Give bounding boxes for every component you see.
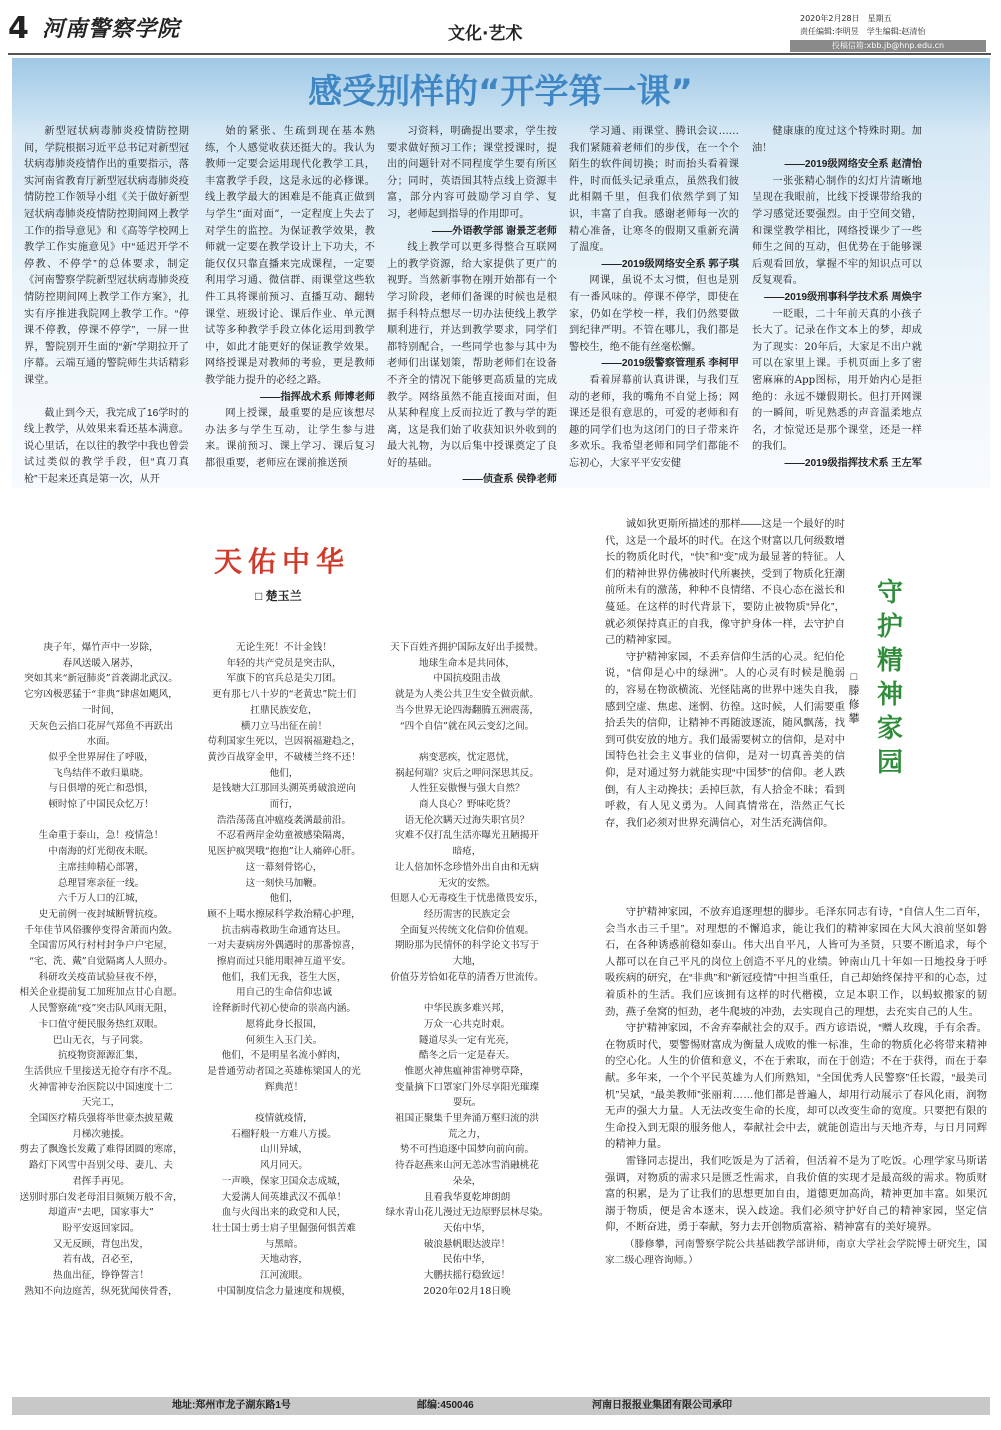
poem-line: 这一刻快马加鞭。 — [245, 877, 323, 889]
poem-line: 待吞赵燕来山河无恙冰雪消融桃花 — [395, 1160, 539, 1172]
top-article-column-2 — [205, 124, 375, 472]
poem-line: 突如其来“新冠肺炎”首袭湖北武汉。 — [24, 673, 178, 685]
poem-line: 天灰色云掐口花屏气郑鱼不再跃出 — [29, 720, 173, 732]
poem-line: 横刀立马出征在前！ — [240, 720, 328, 732]
poem-line: 万众一心共克时艰。 — [423, 1018, 511, 1030]
footer-postcode: 邮编:450046 — [417, 1400, 474, 1411]
byline: ——2019级警察管理系 李柯甲 — [601, 358, 739, 370]
poem-line: 中南海的灯光彻夜未眠。 — [48, 846, 154, 858]
poem-line: 总理冒寒亲征一线。 — [57, 877, 145, 889]
poem-line: 天地动容， — [260, 1254, 308, 1266]
poem-line: 黄沙百战穿金甲，不破楼兰终不还！ — [207, 751, 361, 763]
poem-line: 熟知不向边庭苦，纵死犹闻侠骨香， — [24, 1285, 178, 1297]
poem-line: 扛鼎民族安危， — [250, 704, 318, 716]
poem-line: 地球生命本是共同体， — [419, 657, 515, 669]
top-article-headline: 感受别样的“开学第一课” — [308, 72, 693, 112]
poem-line: 民佑中华， — [443, 1254, 491, 1266]
poem-line: 月梯次驰援。 — [72, 1128, 130, 1140]
poem-line: 天完工， — [81, 1097, 121, 1109]
paragraph: 截止到今天，我完成了16学时的线上教学，从效果来看还基本满意。说心里话，在以往的教学中我也曾尝试过类似的教学手段，但“真刀真枪”干起来还真是第一次，从开 — [24, 407, 189, 485]
poem-line: 热血出征，铮铮誓言！ — [53, 1270, 149, 1282]
poem-line: 愿将此身长报国， — [245, 1018, 323, 1030]
poem-line: 见医护疯哭哦“抱抱”让人痛碎心肝。 — [207, 846, 361, 858]
poem-line: 就是为人类公共卫生安全做贡献。 — [395, 689, 539, 701]
paragraph: 守护精神家园，不舍弃奉献社会的双手。西方谚语说，“赠人玫瑰，手有余香。在物质时代，要警惕财富成为衡量人成败的惟一标准，生命的物质化必将带来精神的空心化。人生的价值和意义，不在于索取，而在于创造；不在于获得，而在于奉献。多年来，一个个平民英雄为人们所熟知，“全国优秀人民警察”任长霞，“最美司机”吴斌，“最美教师”张丽莉……他们都是普遍人，却用行动展示了春风化雨，润物无声的强大力量。人无法改变生命的长度，却可以改变生命的宽度。只要把有限的生命投入到无限的服务他人，奉献社会中去，就能创造出与天地齐寿，与日月同辉的精神力量。 — [605, 1023, 987, 1151]
poem-line: 血与火闯出来的政党和人民， — [221, 1207, 347, 1219]
byline: ——2019级指挥技术系 王左军 — [784, 457, 922, 469]
poem-line: 变量摘下口罩家门外尽享阳光璀璨 — [395, 1081, 539, 1093]
poem-line: 又无反顾，背包出发， — [53, 1238, 149, 1250]
poem-line: 是普通劳动者国之英雄栋梁国人的光 — [207, 1065, 361, 1077]
poem-line: 用自己的生命信仰忠诚 — [236, 987, 332, 999]
poem-line: 巴山无衣，与子同裳。 — [53, 1034, 149, 1046]
top-article-column-4 — [569, 124, 739, 472]
poem-line: 期盼那为民情怀的科学论文书写于 — [395, 940, 539, 952]
poem-line: 诠释新时代初心使命的崇高内涵。 — [212, 1003, 356, 1015]
essay-title: 守 护 精 神 家 园 — [876, 577, 903, 777]
poem-line: 但愿人心无毒疫生于忧患徵畏安乐， — [390, 893, 544, 905]
poem-line: 2020年02月18日晚 — [423, 1285, 511, 1297]
poem-line: “四个自信”就在风云变幻之间。 — [399, 720, 535, 732]
poem-line: 更有那七八十岁的“老黄忠”院士们 — [211, 689, 357, 701]
poem-line: 水面。 — [86, 736, 116, 748]
paragraph: 雷锋同志提出，我们吃饭是为了活着，但活着不是为了吃饭。心理学家马斯诺强调，对物质的需求只是匮乏性需求，自我价值的实现才是最高级的需求。物质财富的积累，是为了让我们的思想更加自由，道德更加高尚，精神更加丰富。如果沉溺于物质，便是舍本逐末，误入歧途。我们必须守护好自己的精神家园，坚定信仰，不断奋进，勇于奉献，努力去开创物质富裕、精神富有的美好境界。 — [605, 1155, 987, 1234]
paragraph: 始的紧张、生疏到现在基本熟练，个人感觉收获还挺大的。我认为教师一定要会运用现代化教学工具，丰富教学手段，这是永远的必修课。线上教学最大的困难是不能真正做到与学生“面对面”，一定程度上失去了对学生的监控。为保证教学效果，教师就一定要在教学设计上下功夫，不能仅仅只靠直播来完成课程，一定要利用学习通、微信群、雨课堂这些软件工具将课前预习、直播互动、翻转课堂、班级讨论、课后作业、单元测试等多种教学手段立体化运用到教学中，如此才能更好的保证教学效果。网络授课是对教师的考验，更是教师教学能力提升的必经之路。 — [205, 126, 375, 386]
poem-line: 剪去了飘逸长发戴了难得团圆的寒席， — [19, 1144, 183, 1156]
byline: ——2019级网络安全系 郭子琪 — [601, 258, 739, 270]
page-number: 4 — [8, 11, 29, 46]
poem-line: 似乎全世界屏住了呼吸， — [48, 751, 154, 763]
poem-line: 若有战，召必至， — [62, 1254, 140, 1266]
poem-line: 苟利国家生死以，岂因祸福避趋之， — [207, 736, 361, 748]
poem-line: 与日俱增的死亡和恐惧， — [48, 783, 154, 795]
poem-line: 年轻的共产党员是突击队， — [226, 657, 342, 669]
paragraph: 看着屏幕前认真讲课，与我们互动的老师，我的嘴角不自觉上扬；网课还是很有意思的，可爱的老师和有趣的同学们也为这闭门的日子带来许多欢乐。我希望老师和同学们都能不忘初心，大家平平安安健 — [569, 374, 739, 469]
poem-line: 不忍看两岸金幼童被感染隔离， — [216, 830, 352, 842]
poem-line: 风月同天。 — [260, 1160, 308, 1172]
poem-line: 盼平安返回家园。 — [62, 1223, 140, 1234]
paragraph: 网课，虽说不太习惯，但也是别有一番风味的。停课不停学，即使在家，仍如在学校一样，我们仍然要做到纪律严明。不管在哪儿，我们都是警校生，绝不能有丝毫松懈。 — [569, 275, 739, 353]
poem-line: 中国抗疫阻击战 — [433, 673, 501, 685]
poem-line: 灾难不仅打乱生活亦曝光丑陋揭开 — [395, 830, 539, 842]
poem-line: 无论生死！不计金钱！ — [236, 642, 332, 653]
poem-line: 主席挂帅精心部署， — [57, 861, 145, 873]
poem-line: 他们，我们无我，苍生大医， — [221, 971, 347, 983]
poem-line: 无灾的安然。 — [438, 877, 496, 889]
poem-line: 耍玩。 — [452, 1097, 482, 1109]
footer-address: 地址:郑州市龙子湖东路1号 — [172, 1400, 291, 1411]
poem-line: 军旗下的官兵总是尖刀团。 — [226, 673, 342, 685]
poem-line: 与黑暗。 — [264, 1238, 304, 1250]
poem-line: 顿时惊了中国民众忆万！ — [48, 799, 154, 811]
section-title: 文化·艺术 — [448, 24, 523, 44]
poem-line: 而行， — [269, 799, 299, 811]
paragraph: 守护精神家园，不放弃追逐理想的脚步。毛泽东同志有诗，“自信人生二百年，会当水击三千里”。对理想的不懈追求，能让我们的精神家园在大风大浪前坚如磐石，在各种诱惑前稳如泰山。伟大出自平凡，人皆可为圣贤，只要不断追求，每个人都可以在自己平凡的岗位上创造不平凡的业绩。钟南山几十年如一日地投身于呼吸疾病的研究，在“非典”和“新冠疫情”中担当重任，自己却始终保持平和的心态，过着质朴的生活。我们应该拥有这样的时代楷模，立足本职工作，以蚂蚁搬家的韧劲，燕子垒窝的恒劲，老牛爬坡的冲劲，去实现自己的理想，去充实自己的人生。 — [605, 907, 987, 1018]
poem-line: 史无前例一夜封城断臂抗疫。 — [38, 908, 164, 920]
poem-line: 当今世界无论四海翻腾五洲震荡， — [395, 704, 539, 716]
poem-line: 他们，不是明星名流小鲜肉， — [221, 1050, 347, 1062]
top-article-column-3 — [387, 124, 557, 489]
poem-line: 六千万人口的江城， — [57, 893, 145, 905]
poem-line: 擦肩而过只能用眼神互道平安。 — [216, 956, 352, 968]
poem-line: 顾不上噶水擦尿科学救治精心护理， — [207, 908, 361, 920]
top-article-column-1 — [24, 124, 189, 488]
poem-line: 全面复兴传统文化信仰价值观。 — [399, 924, 535, 936]
byline: ——侦查系 侯铮老师 — [462, 474, 557, 486]
byline: ——指挥战术系 师博老师 — [260, 391, 375, 403]
poem-line: 破浪悬帆眼达波岸！ — [423, 1238, 511, 1250]
poem-line: 人性狂妄傲慢与强大自然？ — [409, 783, 525, 795]
poem-line: 天下百姓齐拥护国际友好出手援赞。 — [390, 642, 544, 653]
poem-line: 经历需害的民族定会 — [423, 908, 511, 920]
poem-line: 君挥手再见。 — [72, 1175, 130, 1187]
poem-line: 却道声“去吧，国家事大” — [48, 1207, 154, 1219]
poem-line: 中国制度信念力量速度和规模， — [216, 1285, 352, 1297]
poem-line — [195, 1095, 373, 1111]
poem-title: 天佑中华 — [214, 545, 351, 578]
paragraph: 健康康的度过这个特殊时期。加油！ — [752, 126, 922, 154]
poem-line: 大地， — [452, 956, 482, 968]
byline: ——外语教学部 谢景芝老师 — [431, 225, 557, 237]
paragraph: 网上授课，最重要的是应该想尽办法多与学生互动，让学生参与进来。课前预习、课上学习、课后复习都很重要，老师应在课前推送预 — [205, 408, 375, 469]
paragraph: 线上教学可以更多得整合互联网上的教学资源，给大家提供了更广的视野。当然新事物在刚开始都有一个学习阶段，老师们备课的时候也是根据手科特点想尽一切办法使线上教学顺利进行，并达到教学要求，同学们都特别配合，一些同学也参与其中为老师们出谋划策，帮助老师们在设备不齐全的情况下能够更高质量的完成教学。网络虽然不能直接面对面，但从某种程度上反而拉近了教与学的距离，这是我们始了收获知识外收到的最大礼物，为以后集中授课奠定了良好的基础。 — [387, 242, 557, 469]
poem-line: 千年佳节风俗骤停变得舍萧而内敛。 — [24, 924, 178, 936]
poem-line: 天佑中华， — [443, 1222, 491, 1234]
poem-line: 浩浩荡荡直冲瘟疫袭满最前沿。 — [216, 814, 352, 826]
poem-column-1 — [12, 640, 190, 1300]
poem-line: 江河流眼。 — [260, 1270, 308, 1282]
byline: ——2019级网络安全系 赵清怡 — [784, 159, 922, 171]
poem-line: 路灯下风雪中吾别父母、妻儿、夫 — [29, 1160, 173, 1172]
poem-line: 是钱塘大江那回头溯英勇破浪逆向 — [212, 783, 356, 795]
paragraph: 守护精神家园，不丢弃信仰生活的心灵。纪伯伦说，“信仰是心中的绿洲”。人的心灵有时候是脆弱的，容易在物欲横流、光怪陆离的世界中迷失自我，感到空虚、焦虑、迷惘、彷徨。这时候，人们需要重拾丢失的信仰，让精神不再随波逐流，随风飘荡，找到可供安放的地方。我们最需要树立的信仰，是对中国特色社会主义事业的信仰，是对一切真善美的信仰，是对通过努力就能实现“中国梦”的信仰。老人跌倒，有人主动搀扶；丢掉巨款，有人拾金不昧；看到呼救，有人见义勇为。人间真情常在，浩然正气长存，我们必须对世界充满信心，对生活充满信仰。 — [605, 651, 845, 829]
poem-column-2 — [195, 640, 373, 1300]
poem-line: 卡口值守便民服务热红双眼。 — [38, 1018, 164, 1030]
poem-author: □ 楚玉兰 — [255, 589, 302, 603]
poem-line: 全国医疗精兵强将举世豪杰披星戴 — [29, 1113, 173, 1125]
poem-line: 何须生入玉门关。 — [245, 1034, 323, 1046]
poem-line: 抗疫物资源源汇集， — [57, 1050, 145, 1062]
byline: ——2019级刑事科学技术系 周焕宇 — [764, 291, 922, 303]
poem-line: 庚子年，爆竹声中一岁除， — [43, 642, 159, 653]
paragraph: 一张张精心制作的幻灯片清晰地呈现在我眼前，比线下授课带给我的学习感觉还要强烈。由于空间交错，和课堂教学相比，网络授课少了一些师生之间的互动，但优势在于能够课后观看回放，掌握不牢的知识点可以反复观看。 — [752, 175, 922, 287]
poem-line: 他们， — [269, 893, 299, 905]
poem-line: 生活供应千里接送无抢夺有序不乱。 — [24, 1065, 178, 1077]
paragraph: 学习通、雨课堂、腾讯会议……我们紧随着老师们的步伐，在一个个陌生的软件间切换；时而抬头看着课件，时而低头记录重点，虽然我们彼此相隔千里，但我们依然学到了知识，丰富了自我。感谢老师每一次的精心准备，让寒冬的假期又重新充满了温度。 — [569, 126, 739, 254]
poem-line: “宅、洗、戴”自觉隔离人人照办。 — [28, 956, 174, 968]
poem-line: 绿水青山花儿漫过无边原野层林尽染。 — [385, 1207, 549, 1219]
poem-line: 一声唤，保家卫国众志成城， — [221, 1175, 347, 1187]
editor-line: 责任编辑:李明昱 学生编辑:赵清怡 — [800, 27, 926, 36]
author-note: （滕修攀，河南警察学院公共基础教学部讲师，南京大学社会学院博士研究生，国家二级心理咨询师。） — [605, 1238, 987, 1267]
poem-line: 辉典范！ — [264, 1081, 304, 1093]
poem-line: 势不可挡追逐中国梦向前向前。 — [399, 1144, 535, 1156]
poem-line: 山川异域， — [260, 1144, 308, 1156]
poem-line: 相关企业提前复工加班加点甘心自愿。 — [19, 987, 183, 999]
poem-line: 抗击病毒救助生命通宵达旦。 — [221, 924, 347, 936]
poem-line: 祸起何端？灾后之呷问深思其反。 — [395, 767, 539, 779]
poem-line: 惟愿火神焦瘟神雷神劈草降， — [404, 1065, 530, 1077]
poem-line: 这一幕刻骨铭心， — [245, 861, 323, 873]
header-rule — [8, 53, 991, 55]
poem-line: 中华民族多难兴邦， — [423, 1003, 511, 1015]
footer-printer: 河南日报报业集团有限公司承印 — [592, 1400, 732, 1411]
poem-line: 病变恶疾，忧定恩忧， — [419, 751, 515, 763]
essay-intro — [605, 517, 845, 832]
poem-line: 价值芬芳恰如花草的清香万世流传。 — [390, 971, 544, 983]
poem-line: 送别时那白发老母泪目频频万般不舍， — [19, 1191, 183, 1203]
poem-line: 科研攻关疫苗试验昼夜不停， — [38, 971, 164, 983]
issue-date: 2020年2月28日 星期五 — [800, 14, 892, 23]
poem-line: 一对夫妻病房外偶遇时的那番惊喜， — [207, 940, 361, 952]
poem-line: 商人良心？野味吃货？ — [419, 799, 515, 811]
poem-line: 暗疮， — [452, 846, 482, 858]
poem-line: 石榴籽般一方难八方援。 — [231, 1128, 337, 1140]
poem-line: 隧道尽头一定有光亮， — [419, 1034, 515, 1046]
poem-line: 疫情就疫情， — [255, 1113, 313, 1125]
poem-line: 火神雷神专治医院以中国速度十二 — [29, 1081, 173, 1093]
poem-line: 生命重于泰山，急！疫情急！ — [38, 830, 164, 842]
poem-line: 大爱满人间英雄武汉不孤单！ — [221, 1191, 347, 1203]
poem-column-3 — [378, 640, 556, 1300]
footer-bar — [12, 1397, 990, 1415]
poem-line: 荒之力， — [447, 1128, 487, 1140]
poem-line: 春风送暖入屠苏， — [62, 657, 140, 669]
poem-line: 酷冬之后一定是春天。 — [419, 1050, 515, 1062]
poem-line — [378, 734, 556, 750]
poem-line: 祖国正聚集千里奔涌万壑归流的洪 — [395, 1113, 539, 1125]
poem-line: 他们， — [269, 767, 299, 779]
essay-body — [605, 905, 987, 1270]
poem-line: 让人倍加怀念珍惜外出自由和无病 — [395, 861, 539, 873]
newspaper-name: 河南警察学院 — [42, 16, 181, 42]
poem-line — [12, 813, 190, 829]
poem-line: 人民警察疏“疫”突击队风雨无阻， — [28, 1003, 174, 1015]
poem-line: 大鹏扶摇行稳致远！ — [423, 1270, 511, 1282]
paragraph: 新型冠状病毒肺炎疫情防控期间，学院根据习近平总书记对新型冠状病毒肺炎疫情作出的重要指示，落实河南省教育厅新型冠状病毒肺炎疫情防控工作领导小组《关于做好新型冠状病毒肺炎疫情防控期间网上教学工作的指导意见》和《高等学校网上教学工作实施意见》中“延迟开学不停教、不停学”的总体要求，制定《河南警察学院新型冠状病毒肺炎疫情防控期间网上教学工作方案》，扎实有序推进我院网上教学工作。“停课不停教，停课不停学”，一屏一世界，警院别开生面的“新”学期拉开了序幕。云端互通的警院师生共话精彩课堂。 — [24, 126, 189, 386]
poem-line: 全国雷厉风行村村封争户户宅屋， — [29, 940, 173, 952]
paragraph: 习资料，明确提出要求，学生按要求做好预习工作；课堂授课时，提出的问题针对不同程度学生要有所区分；同时，英语国其特点线上资源丰富，部分内容可鼓励学习自学、复习，老师起到指导的作用即可。 — [387, 126, 557, 220]
poem-line: 语无伦次瞒天过海失职官员？ — [404, 814, 530, 826]
paragraph: 诚如狄更斯所描述的那样——这是一个最好的时代，这是一个最坏的时代。在这个财富以几何级数增长的物质化时代，“快”和“变”成为最显著的特征。人们的精神世界仿佛被时代所裹挟，受到了物质化狂潮前所未有的激荡，种种不良情绪、不良心态在滋长和蔓延。在这样的时代背景下，要防止被物质“异化”，就必须保持真正的自我，像守护身体一样，去守护自己的精神家园。 — [605, 519, 845, 647]
poem-line: 朵朵， — [452, 1175, 482, 1187]
poem-line: 壮士国士勇士肩子里倔强何惧苦难 — [212, 1223, 356, 1234]
submission-email: 投稿信箱:xbb.jb@hnp.edu.cn — [790, 40, 986, 52]
top-article-column-5 — [752, 124, 922, 472]
essay-author: □ 滕 修 攀 — [848, 671, 860, 725]
poem-line: 它穷凶极恶猛于“非典”肆虐如飓风， — [24, 689, 178, 701]
poem-line: 一时间， — [81, 704, 121, 716]
paragraph: 一眨眼，二十年前天真的小孩子长大了。记录在作文本上的梦，却成为了现实：20年后，大家足不出户就可以在家里上课。手机页面上多了密密麻麻的App图标，用开始内心是拒绝的：永远不嫌假期长。但打开网课的一瞬间，听见熟悉的声音温柔地点名，才惊觉还是那个课堂，还是一样的我们。 — [752, 308, 922, 453]
poem-line — [378, 985, 556, 1001]
poem-line: 飞鸟结伴不敢归巢晓。 — [53, 767, 149, 779]
poem-line: 且看我华夏乾坤朗朗 — [423, 1191, 511, 1203]
